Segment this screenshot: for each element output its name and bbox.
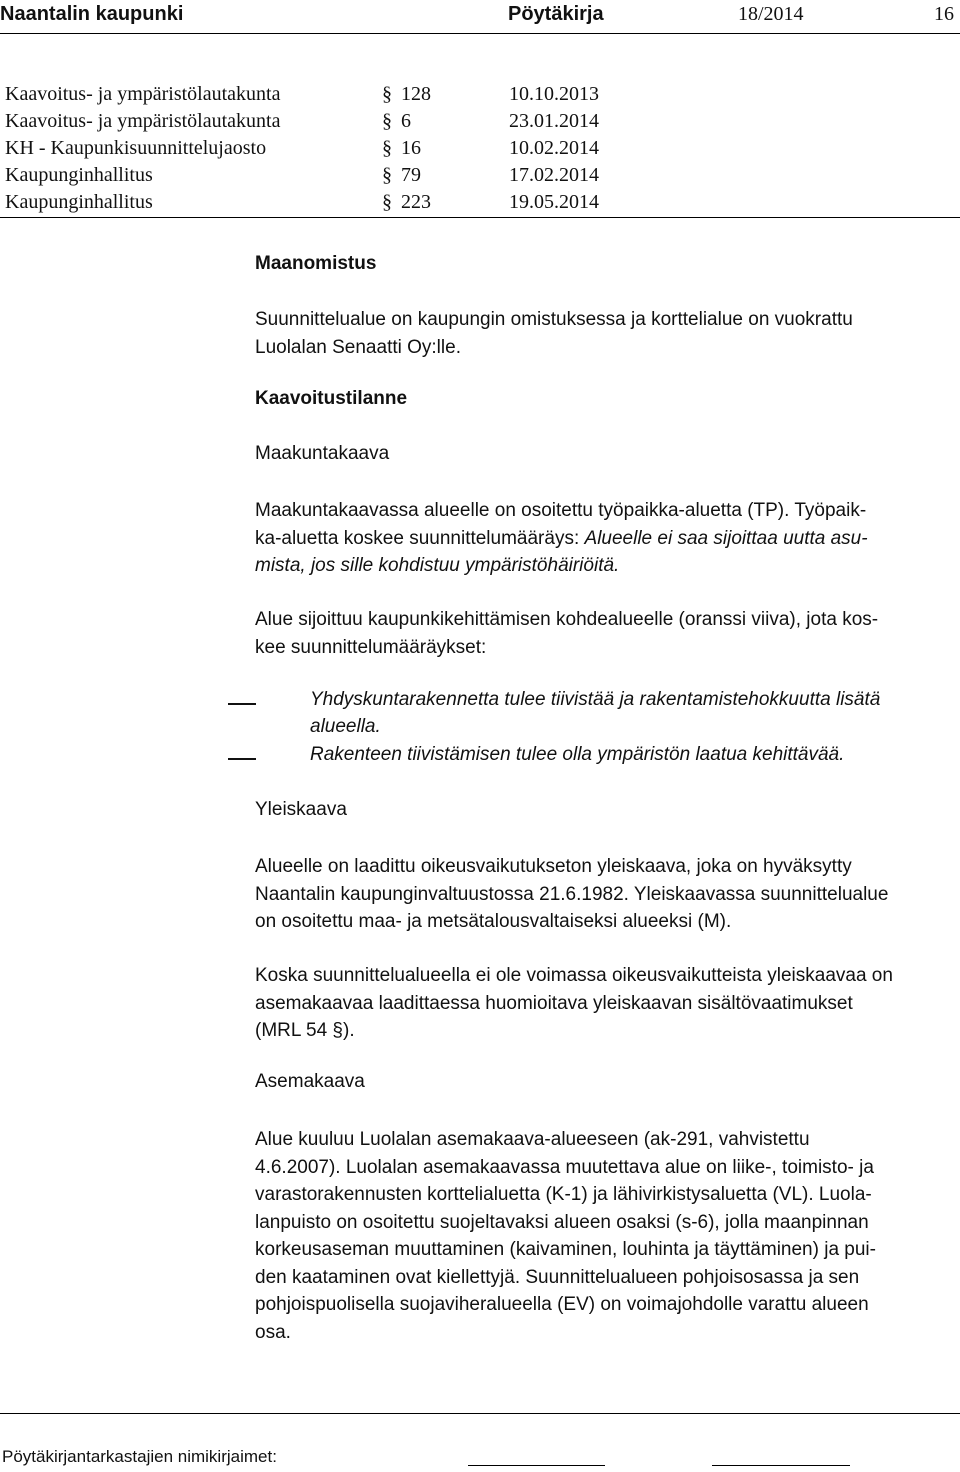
heading-maakuntakaava: Maakuntakaava bbox=[255, 443, 390, 464]
heading-maanomistus: Maanomistus bbox=[255, 253, 377, 274]
text-line: Alue kuuluu Luolalan asemakaava-alueeseen (ak-291, vahvistettu bbox=[255, 1129, 810, 1150]
text-normal: ka-aluetta koskee suunnittelumääräys: bbox=[255, 527, 585, 549]
signatures-label: Pöytäkirjantarkastajien nimikirjaimet: bbox=[2, 1447, 277, 1466]
heading-asemakaava: Asemakaava bbox=[255, 1071, 365, 1092]
bullet-text: alueella. bbox=[310, 716, 381, 737]
bullet-text: Rakenteen tiivistämisen tulee olla ympäristön laatua kehittävää. bbox=[310, 744, 845, 765]
signature-line bbox=[468, 1465, 605, 1466]
heading-kaavoitustilanne: Kaavoitustilanne bbox=[255, 388, 408, 409]
text-line: kee suunnittelumääräykset: bbox=[255, 636, 487, 658]
text-line: Naantalin kaupunginvaltuustossa 21.6.1982. Yleiskaavassa suunnittelualue bbox=[255, 883, 889, 905]
dash-bullet-icon bbox=[228, 758, 256, 760]
history-section: 6 bbox=[401, 110, 411, 132]
text-line: lanpuisto on osoitettu suojeltavaksi alueen osaksi (s-6), jolla maanpinnan bbox=[255, 1211, 869, 1233]
text-line: Alueelle on laadittu oikeusvaikutukseton yleiskaava, joka on hyväksytty bbox=[255, 856, 852, 877]
asemakaava-paragraph bbox=[255, 1126, 955, 1346]
text-line: varastorakennusten korttelialuetta (K-1) ja lähivirkistysaluetta (VL). Luola- bbox=[255, 1184, 872, 1205]
signature-line bbox=[712, 1465, 850, 1466]
history-body: Kaavoitus- ja ympäristölautakunta bbox=[5, 83, 281, 105]
history-section: 79 bbox=[401, 164, 421, 186]
section-mark: § bbox=[382, 83, 392, 105]
document-type: Pöytäkirja bbox=[508, 3, 604, 25]
yleiskaava-paragraph-2 bbox=[255, 962, 955, 1045]
history-date: 19.05.2014 bbox=[509, 191, 599, 213]
section-mark: § bbox=[382, 110, 392, 132]
history-body: Kaavoitus- ja ympäristölautakunta bbox=[5, 110, 281, 132]
history-body: KH - Kaupunkisuunnittelujaosto bbox=[5, 137, 267, 159]
text-line: 4.6.2007). Luolalan asemakaavassa muutettava alue on liike-, toimisto- ja bbox=[255, 1156, 874, 1178]
history-section: 223 bbox=[401, 191, 431, 213]
history-body: Kaupunginhallitus bbox=[5, 164, 153, 186]
text-line: Luolalan Senaatti Oy:lle. bbox=[255, 336, 461, 358]
dash-bullet-icon bbox=[228, 703, 256, 705]
history-date: 10.10.2013 bbox=[509, 83, 599, 105]
text-line: den kaataminen ovat kiellettyjä. Suunnittelualueen pohjoisosassa ja sen bbox=[255, 1266, 860, 1288]
section-mark: § bbox=[382, 164, 392, 186]
history-date: 17.02.2014 bbox=[509, 164, 599, 186]
history-section: 128 bbox=[401, 83, 431, 105]
text-line: (MRL 54 §). bbox=[255, 1020, 355, 1041]
history-date: 23.01.2014 bbox=[509, 110, 599, 132]
text-line: Maakuntakaavassa alueelle on osoitettu työpaikka-aluetta (TP). Työpaik- bbox=[255, 500, 867, 521]
footer-divider bbox=[0, 1413, 960, 1414]
maakuntakaava-paragraph-2 bbox=[255, 606, 955, 661]
text-line bbox=[255, 525, 955, 553]
text-line: Alue sijoittuu kaupunkikehittämisen kohdealueelle (oranssi viiva), jota kos- bbox=[255, 609, 879, 630]
section-mark: § bbox=[382, 137, 392, 159]
meeting-number: 18/2014 bbox=[738, 3, 804, 25]
section-mark: § bbox=[382, 191, 392, 213]
regulation-quote-line: mista, jos sille kohdistuu ympäristöhäiriöitä. bbox=[255, 555, 620, 576]
text-line: Suunnittelualue on kaupungin omistuksessa ja korttelialue on vuokrattu bbox=[255, 309, 853, 330]
regulation-quote: Alueelle ei saa sijoittaa uutta asu- bbox=[584, 527, 868, 549]
text-line: pohjoispuolisella suojaviheralueella (EV) on voimajohdolle varattu alueen bbox=[255, 1294, 869, 1315]
text-line: asemakaavaa laadittaessa huomioitava yleiskaavan sisältövaatimukset bbox=[255, 992, 853, 1014]
page-number: 16 bbox=[934, 3, 954, 25]
history-section: 16 bbox=[401, 137, 421, 159]
maanomistus-paragraph bbox=[255, 306, 955, 361]
text-line: on osoitettu maa- ja metsätalousvaltaiseksi alueeksi (M). bbox=[255, 911, 732, 932]
history-date: 10.02.2014 bbox=[509, 137, 599, 159]
text-line: korkeusaseman muuttaminen (kaivaminen, louhinta ja täyttäminen) ja pui- bbox=[255, 1239, 876, 1260]
history-body: Kaupunginhallitus bbox=[5, 191, 153, 213]
heading-yleiskaava: Yleiskaava bbox=[255, 799, 347, 820]
municipality-name: Naantalin kaupunki bbox=[0, 3, 184, 25]
history-divider bbox=[0, 217, 960, 218]
bullet-text: Yhdyskuntarakennetta tulee tiivistää ja rakentamistehokkuutta lisätä bbox=[310, 689, 881, 710]
text-line: Koska suunnittelualueella ei ole voimassa oikeusvaikutteista yleiskaavaa on bbox=[255, 965, 893, 986]
text-line: osa. bbox=[255, 1321, 291, 1343]
yleiskaava-paragraph-1 bbox=[255, 853, 955, 936]
header-divider bbox=[0, 33, 960, 34]
maakuntakaava-paragraph-1 bbox=[255, 497, 955, 580]
